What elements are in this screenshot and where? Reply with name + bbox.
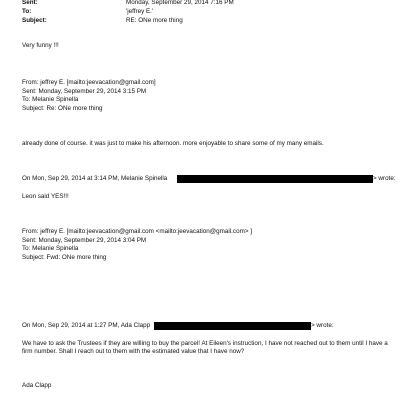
to-value: 'jeffrey E.'	[126, 8, 154, 15]
to-label: To:	[22, 8, 32, 15]
subject-label: Subject:	[22, 17, 47, 24]
wrote-line-prefix-2: On Mon, Sep 29, 2014 at 1:27 PM, Ada Clapp	[22, 322, 151, 329]
sent-label: Sent:	[22, 0, 38, 6]
signature-name: Ada Clapp	[22, 382, 52, 389]
body-text: Very funny !!!	[22, 42, 59, 49]
wrote-line-suffix-2: > wrote:	[311, 322, 334, 329]
redaction-bar	[177, 175, 373, 183]
quoted-subject: Subject: Re: ONe more thing	[22, 105, 103, 112]
wrote-line-prefix: On Mon, Sep 29, 2014 at 3:14 PM, Melanie Spinella	[22, 175, 168, 182]
wrote-line-suffix: > wrote:	[373, 175, 396, 182]
quoted-sent: Sent: Monday, September 29, 2014 3:15 PM	[22, 88, 147, 95]
quoted-to: To: Melanie Spinella	[22, 96, 79, 103]
quoted-from-2: From: jeffrey E. [mailto:jeevacation@gmail.com <mailto:jeevacation@gmail.com> ]	[22, 228, 252, 235]
leon-text: Leon said YES!!!	[22, 193, 69, 200]
sent-value: Monday, September 29, 2014 7:16 PM	[126, 0, 234, 6]
quoted-from: From: jeffrey E. [mailto:jeevacation@gmail.com]	[22, 79, 156, 86]
quoted-subject-2: Subject: Fwd: ONe more thing	[22, 254, 107, 261]
reply-text: already done of course. it was just to make his afternoon. more enjoyable to share some of my many emails.	[22, 140, 324, 147]
quoted-to-2: To: Melanie Spinella	[22, 245, 79, 252]
trustees-paragraph: We have to ask the Trustees if they are willing to buy the parcel! At Eileen's instruction, I have not reached out to them until I have a firm number. Shall I reach out to them with the estimated value that I have now?	[22, 340, 388, 356]
quoted-sent-2: Sent: Monday, September 29, 2014 3:04 PM	[22, 237, 147, 244]
subject-value: RE: ONe more thing	[126, 17, 183, 24]
redaction-bar-2	[154, 322, 311, 330]
